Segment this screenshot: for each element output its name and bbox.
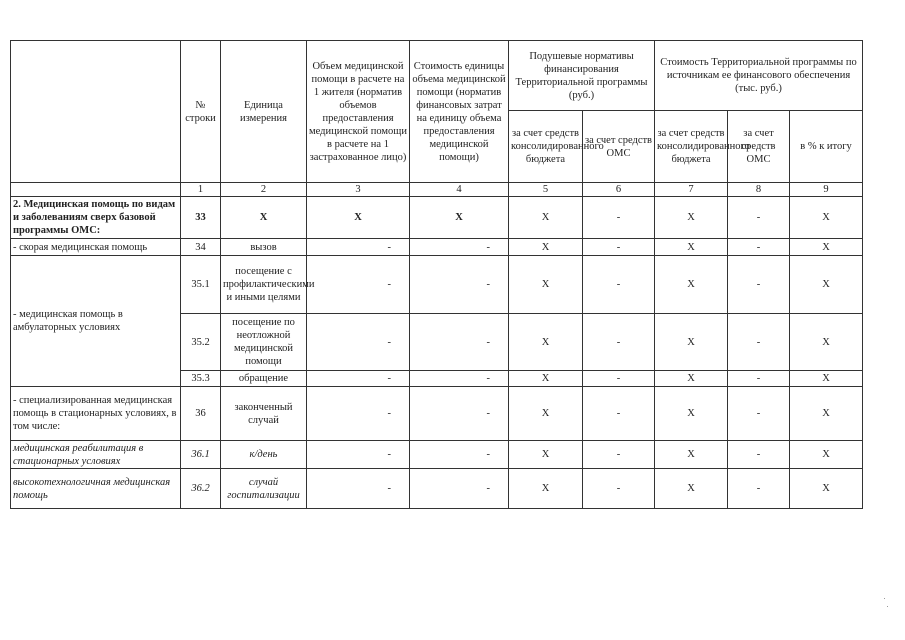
- row-unit: обращение: [221, 371, 307, 387]
- header-sub-consolidated-budget-2: за счет средств консолидированного бюджета: [655, 111, 728, 183]
- cell-col4: -: [410, 256, 509, 314]
- column-number: 9: [790, 183, 863, 197]
- cell-col8: -: [728, 387, 790, 441]
- cell-col8: -: [728, 239, 790, 256]
- column-number: 5: [509, 183, 583, 197]
- cell-col9: Х: [790, 469, 863, 509]
- header-cost: Стоимость единицы объема медицинской помощи (норматив финансовых затрат на единицу объема предоставления медицинской помощи): [410, 41, 509, 183]
- cell-col5: Х: [509, 387, 583, 441]
- cell-col6: -: [583, 256, 655, 314]
- cell-col7: Х: [655, 314, 728, 371]
- row-name: высокотехнологичная медицинская помощь: [11, 469, 181, 509]
- row-unit: посещение с профилактическими и иными целями: [221, 256, 307, 314]
- row-unit: законченный случай: [221, 387, 307, 441]
- column-number-row: [11, 183, 863, 197]
- cell-col6: -: [583, 197, 655, 239]
- header-sub-oms-2: за счет средств ОМС: [728, 111, 790, 183]
- cell-col6: -: [583, 469, 655, 509]
- cell-col6: -: [583, 371, 655, 387]
- cell-col4: -: [410, 314, 509, 371]
- table-row: [11, 441, 863, 469]
- row-name: - специализированная медицинская помощь в стационарных условиях, в том числе:: [11, 387, 181, 441]
- header-sub-percent: в % к итогу: [790, 111, 863, 183]
- row-unit: случай госпитализации: [221, 469, 307, 509]
- row-number: 35.1: [181, 256, 221, 314]
- column-number-blank: [11, 183, 181, 197]
- cell-col8: -: [728, 256, 790, 314]
- cell-col9: Х: [790, 256, 863, 314]
- header-sub-consolidated-budget: за счет средств консолидированного бюджета: [509, 111, 583, 183]
- column-number: 6: [583, 183, 655, 197]
- cell-col5: Х: [509, 314, 583, 371]
- cell-col5: Х: [509, 197, 583, 239]
- cell-col3: -: [307, 387, 410, 441]
- row-number: 35.2: [181, 314, 221, 371]
- cell-col4: Х: [410, 197, 509, 239]
- row-number: 34: [181, 239, 221, 256]
- cell-col8: -: [728, 314, 790, 371]
- cell-col5: Х: [509, 239, 583, 256]
- table-sheet: [10, 40, 862, 509]
- header-volume: Объем медицинской помощи в расчете на 1 жителя (норматив объемов предоставления медицинской помощи в расчете на 1 застрахованное лицо): [307, 41, 410, 183]
- table-row: [11, 256, 863, 314]
- cell-col8: -: [728, 371, 790, 387]
- row-name: - медицинская помощь в амбулаторных условиях: [11, 256, 181, 387]
- row-name: 2. Медицинская помощь по видам и заболеваниям сверх базовой программы ОМС:: [11, 197, 181, 239]
- cell-col3: -: [307, 314, 410, 371]
- column-number: 8: [728, 183, 790, 197]
- cell-col8: -: [728, 197, 790, 239]
- cell-col3: -: [307, 239, 410, 256]
- header-sub-oms: за счет средств ОМС: [583, 111, 655, 183]
- cell-col3: -: [307, 256, 410, 314]
- row-unit: вызов: [221, 239, 307, 256]
- row-number: 33: [181, 197, 221, 239]
- column-number: 3: [307, 183, 410, 197]
- column-number: 4: [410, 183, 509, 197]
- row-name: медицинская реабилитация в стационарных условиях: [11, 441, 181, 469]
- row-number: 35.3: [181, 371, 221, 387]
- cell-col9: Х: [790, 387, 863, 441]
- cell-col9: Х: [790, 197, 863, 239]
- scan-speck: [887, 606, 888, 607]
- cell-col5: Х: [509, 256, 583, 314]
- header-per-capita: Подушевые нормативы финансирования Территориальной программы (руб.): [509, 41, 655, 111]
- cell-col4: -: [410, 469, 509, 509]
- row-unit: к/день: [221, 441, 307, 469]
- cell-col9: Х: [790, 314, 863, 371]
- cell-col4: -: [410, 441, 509, 469]
- cell-col5: Х: [509, 441, 583, 469]
- row-number: 36.2: [181, 469, 221, 509]
- row-unit: Х: [221, 197, 307, 239]
- header-territorial-cost: Стоимость Территориальной программы по источникам ее финансового обеспечения (тыс. руб.): [655, 41, 863, 111]
- header-unit: Единица измерения: [221, 41, 307, 183]
- column-number: 7: [655, 183, 728, 197]
- cell-col7: Х: [655, 197, 728, 239]
- scan-speck: [884, 598, 885, 599]
- cell-col3: -: [307, 441, 410, 469]
- cell-col8: -: [728, 441, 790, 469]
- header-row-no: № строки: [181, 41, 221, 183]
- cell-col4: -: [410, 387, 509, 441]
- header-name-cell: [11, 41, 181, 183]
- table-row: [11, 469, 863, 509]
- cell-col8: -: [728, 469, 790, 509]
- cell-col6: -: [583, 387, 655, 441]
- table-row: [11, 239, 863, 256]
- cell-col6: -: [583, 314, 655, 371]
- cell-col9: Х: [790, 239, 863, 256]
- cell-col3: -: [307, 371, 410, 387]
- header-row-1: [11, 41, 863, 111]
- column-number: 2: [221, 183, 307, 197]
- cell-col3: -: [307, 469, 410, 509]
- cell-col7: Х: [655, 469, 728, 509]
- cell-col6: -: [583, 441, 655, 469]
- cell-col4: -: [410, 371, 509, 387]
- table-row: [11, 197, 863, 239]
- cell-col5: Х: [509, 371, 583, 387]
- row-name: - скорая медицинская помощь: [11, 239, 181, 256]
- cell-col7: Х: [655, 387, 728, 441]
- row-unit: посещение по неотложной медицинской помощи: [221, 314, 307, 371]
- column-number: 1: [181, 183, 221, 197]
- cell-col4: -: [410, 239, 509, 256]
- table-row: [11, 387, 863, 441]
- cell-col5: Х: [509, 469, 583, 509]
- cell-col9: Х: [790, 441, 863, 469]
- financing-table: [10, 40, 863, 509]
- cell-col6: -: [583, 239, 655, 256]
- cell-col7: Х: [655, 441, 728, 469]
- cell-col3: Х: [307, 197, 410, 239]
- row-number: 36.1: [181, 441, 221, 469]
- cell-col7: Х: [655, 371, 728, 387]
- row-number: 36: [181, 387, 221, 441]
- cell-col9: Х: [790, 371, 863, 387]
- cell-col7: Х: [655, 239, 728, 256]
- cell-col7: Х: [655, 256, 728, 314]
